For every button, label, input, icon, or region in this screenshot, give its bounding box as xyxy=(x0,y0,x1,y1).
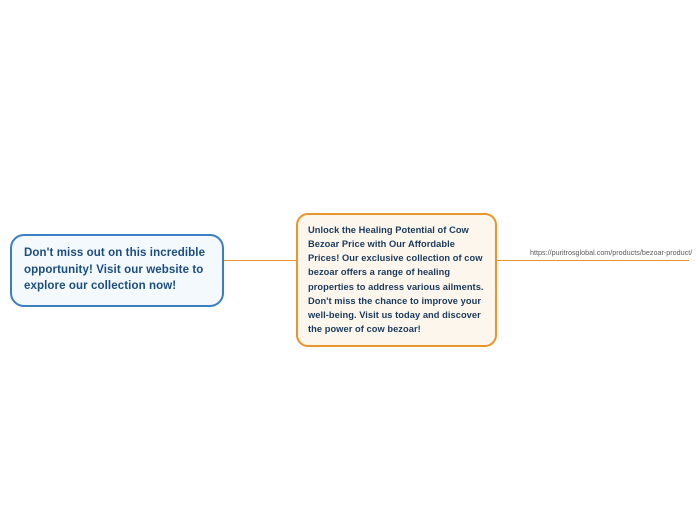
connector-center-to-url xyxy=(497,260,689,261)
mindmap-node-center[interactable] xyxy=(296,213,497,347)
mindmap-node-url-text: https://puritrosglobal.com/products/bezoar-product/ xyxy=(530,248,693,257)
connector-left-to-center xyxy=(224,260,296,261)
mindmap-node-left-text: Don't miss out on this incredible opportunity! Visit our website to explore our collection now! xyxy=(24,247,206,293)
mindmap-node-url[interactable] xyxy=(530,248,696,257)
mindmap-node-center-text: Unlock the Healing Potential of Cow Bezoar Price with Our Affordable Prices! Our exclusive collection of cow bezoar offers a range of healing properties to address various ailments. Don't miss the chance to improve your well-being. Visit us today and discover the power of cow bezoar! xyxy=(308,225,484,334)
mindmap-node-left[interactable] xyxy=(10,234,224,307)
